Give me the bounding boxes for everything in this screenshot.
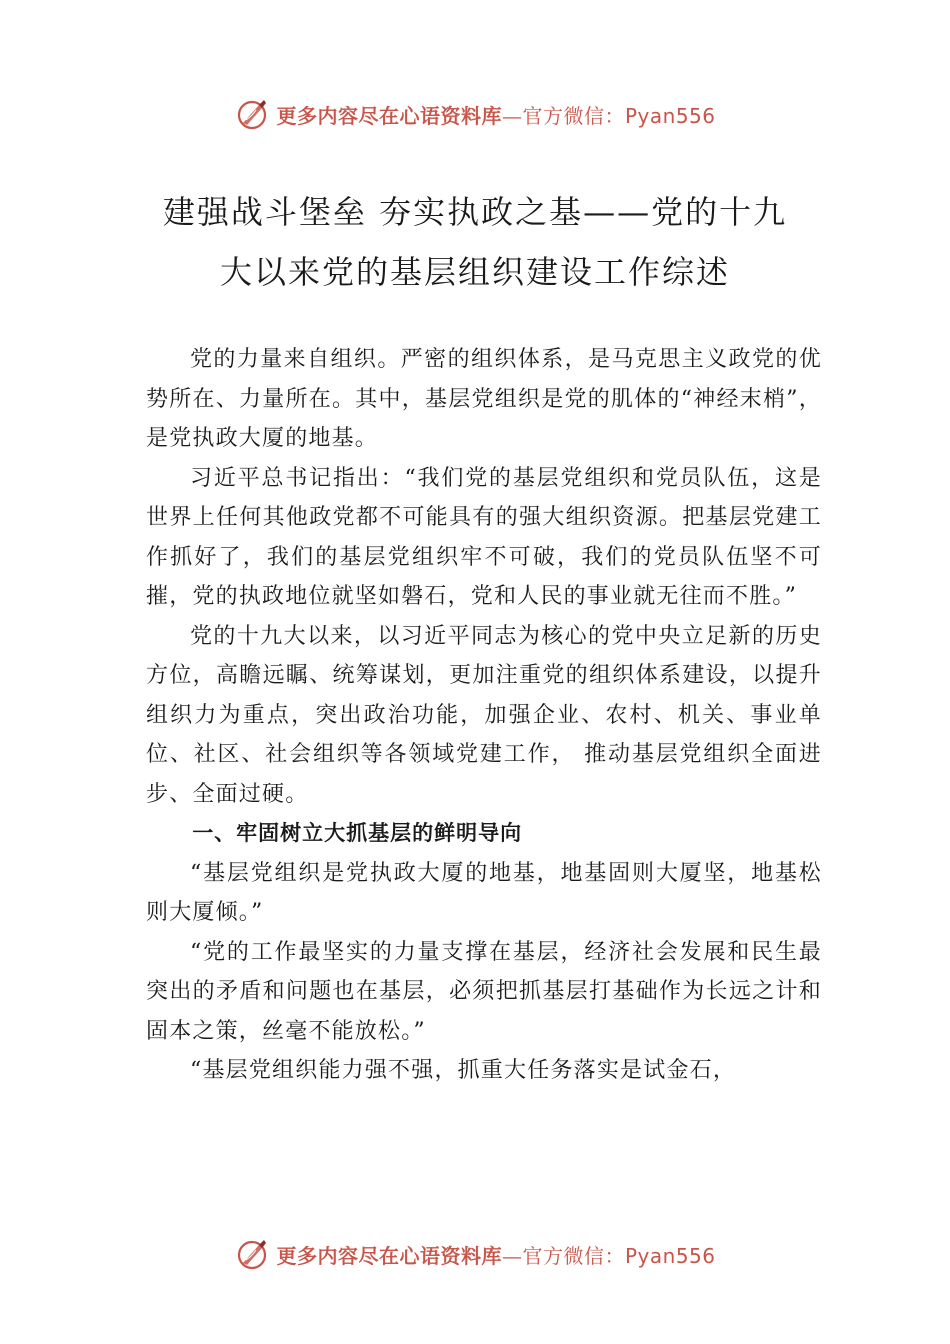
watermark-banner-bottom	[0, 1234, 950, 1274]
watermark-separator: —	[501, 1243, 523, 1268]
watermark-wechat-label: 官方微信：	[522, 103, 625, 128]
watermark-brand: 更多内容尽在心语资料库	[276, 103, 502, 128]
watermark-separator: —	[501, 103, 523, 128]
paragraph: “基层党组织能力强不强，抓重大任务落实是试金石，	[190, 1058, 737, 1083]
watermark-text	[276, 1240, 715, 1269]
watermark-wechat-id: Pyan556	[624, 103, 716, 128]
document-title	[130, 182, 820, 302]
paragraph: 党的力量来自组织。严密的组织体系，是马克思主义政党的优势所在、力量所在。其中，基层党组织是党的肌体的“神经末梢”，是党执政大厦的地基。	[146, 347, 822, 451]
watermark-wechat-id: Pyan556	[624, 1243, 716, 1268]
paragraph: 党的十九大以来，以习近平同志为核心的党中央立足新的历史方位，高瞻远瞩、统筹谋划，更加注重党的组织体系建设，以提升组织力为重点，突出政治功能，加强企业、农村、机关、事业单位、社区、社会组织等各领域党建工作， 推动基层党组织全面进步、全面过硬。	[146, 623, 822, 807]
watermark-banner-top	[0, 94, 950, 134]
title-line-1: 建强战斗堡垒 夯实执政之基——党的十九	[162, 193, 788, 231]
watermark-brand: 更多内容尽在心语资料库	[276, 1243, 502, 1268]
paragraph: 习近平总书记指出：“我们党的基层党组织和党员队伍，这是世界上任何其他政党都不可能具有的强大组织资源。把基层党建工作抓好了，我们的基层党组织牢不可破，我们的党员队伍坚不可摧，党的执政地位就坚如磐石，党和人民的事业就无往而不胜。”	[146, 465, 822, 609]
title-line-2: 大以来党的基层组织建设工作综述	[219, 253, 730, 291]
document-body	[146, 340, 822, 1091]
paragraph: “党的工作最坚实的力量支撑在基层，经济社会发展和民生最突出的矛盾和问题也在基层，必须把抓基层打基础作为长远之计和固本之策，丝毫不能放松。”	[146, 939, 822, 1044]
quill-pen-logo-icon	[234, 96, 270, 132]
section-heading: 一、牢固树立大抓基层的鲜明导向	[192, 821, 523, 845]
watermark-text	[276, 100, 715, 129]
watermark-wechat-label: 官方微信：	[522, 1243, 625, 1268]
quill-pen-logo-icon	[234, 1236, 270, 1272]
paragraph: “基层党组织是党执政大厦的地基，地基固则大厦坚，地基松则大厦倾。”	[146, 860, 822, 925]
